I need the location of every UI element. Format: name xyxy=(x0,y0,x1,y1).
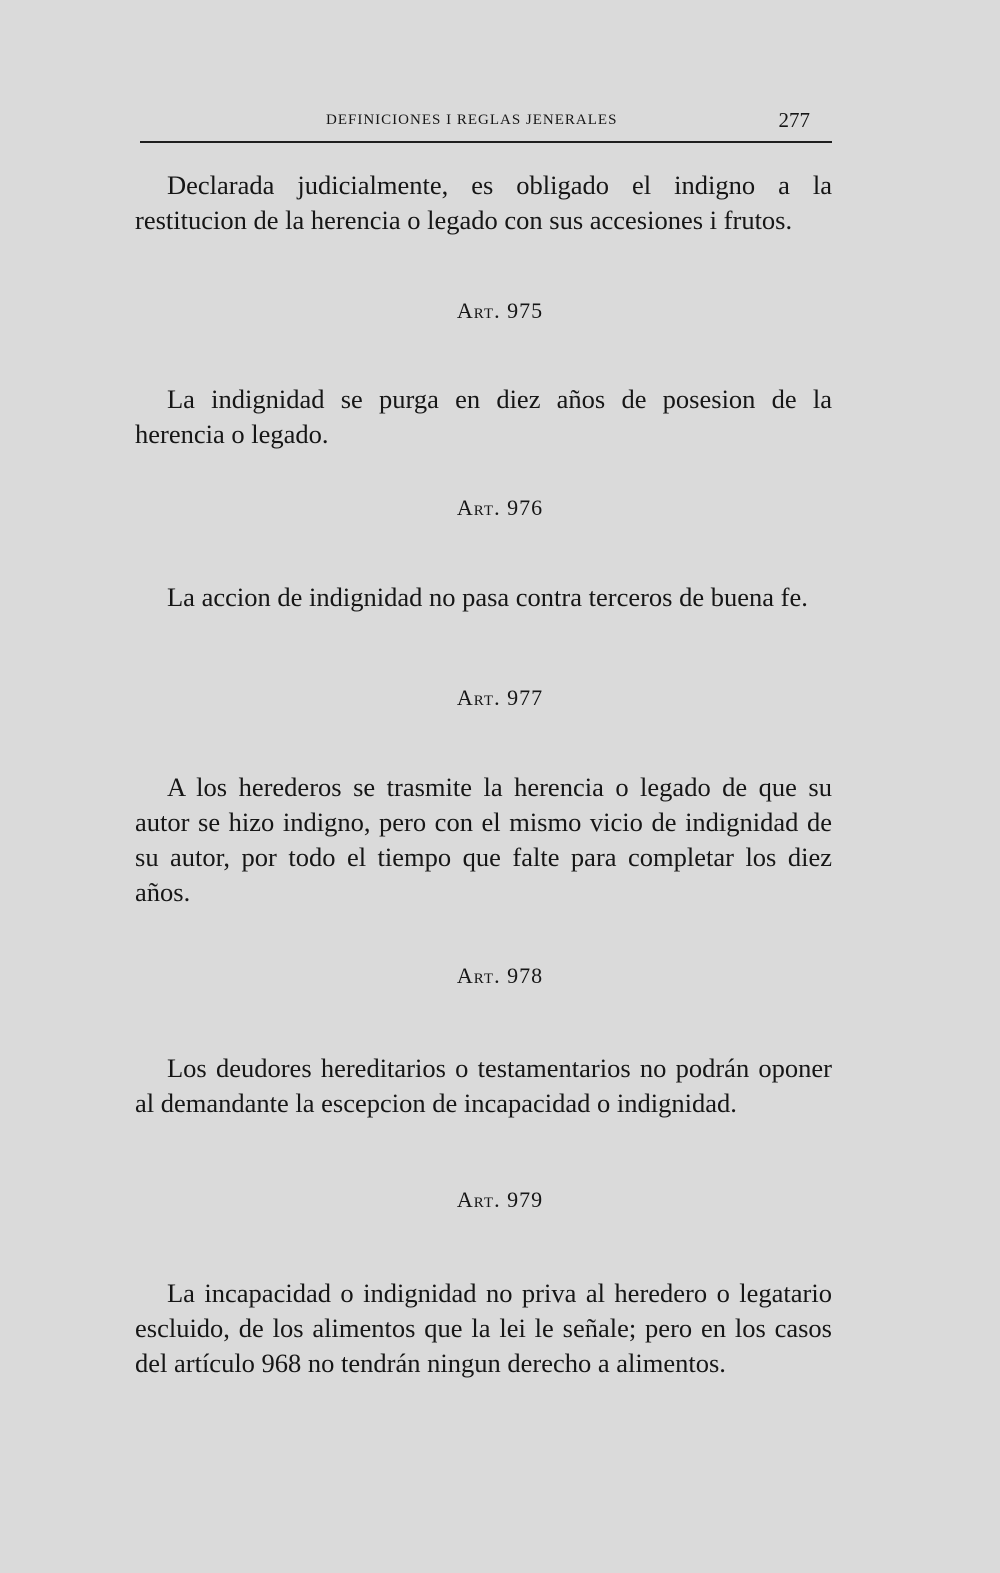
running-header xyxy=(140,106,830,140)
paragraph-art-978: Los deudores hereditarios o testamentarios no podrán oponer al demandante la escepcion de incapacidad o indignidad. xyxy=(135,1053,832,1118)
running-header-title: DEFINICIONES I REGLAS JENERALES xyxy=(326,112,618,128)
article-heading-977: Art. 977 xyxy=(456,685,544,710)
page-number: 277 xyxy=(778,108,810,132)
paragraph-intro: Declarada judicialmente, es obligado el indigno a la restitucion de la herencia o legado con sus accesiones i frutos. xyxy=(135,170,832,235)
article-heading-976: Art. 976 xyxy=(456,495,544,520)
article-heading-975: Art. 975 xyxy=(456,298,544,323)
paragraph-art-975: La indignidad se purga en diez años de posesion de la herencia o legado. xyxy=(135,384,832,449)
header-rule xyxy=(140,141,832,143)
article-heading-978: Art. 978 xyxy=(456,963,544,988)
article-heading-979: Art. 979 xyxy=(456,1187,544,1212)
paragraph-art-976: La accion de indignidad no pasa contra terceros de buena fe. xyxy=(167,582,808,612)
paragraph-art-977: A los herederos se trasmite la herencia o legado de que su autor se hizo indigno, pero con el mismo vicio de indignidad de su autor, por todo el tiempo que falte para completar los diez años. xyxy=(135,772,832,907)
paragraph-art-979: La incapacidad o indignidad no priva al heredero o legatario escluido, de los alimentos que la lei le señale; pero en los casos del artículo 968 no tendrán ningun derecho a alimentos. xyxy=(135,1278,832,1378)
